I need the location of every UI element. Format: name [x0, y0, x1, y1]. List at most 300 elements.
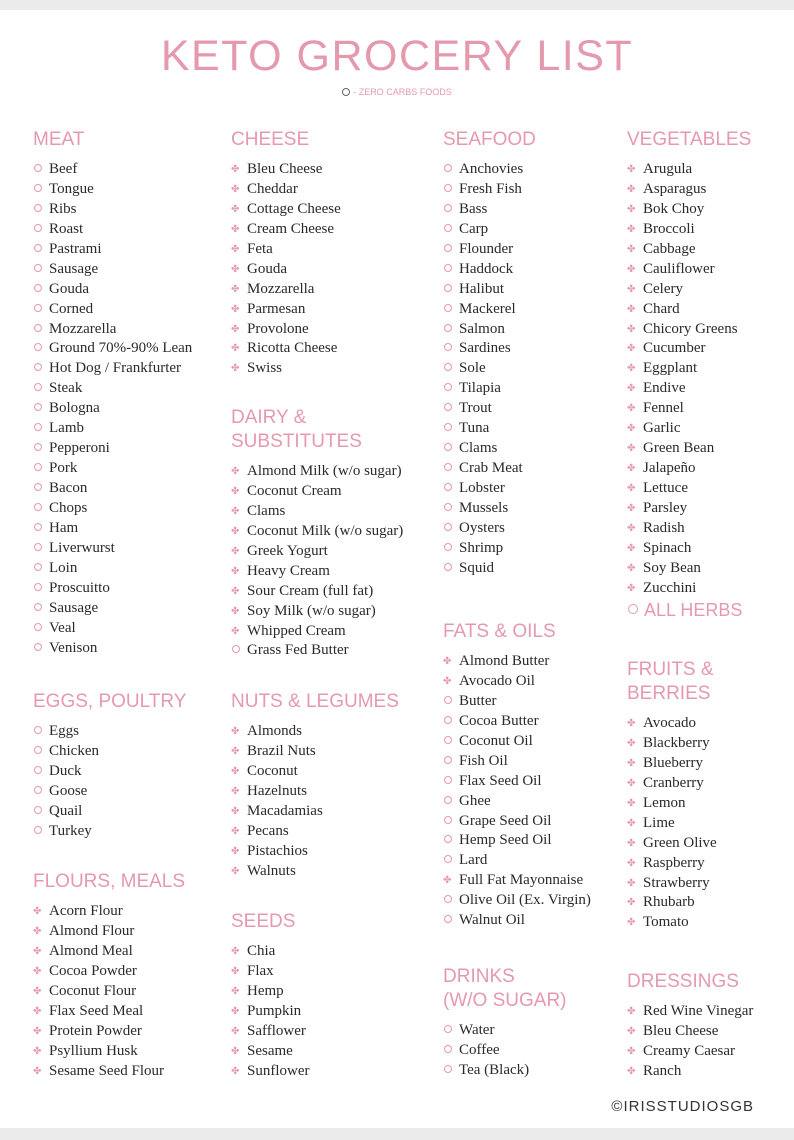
bullet-star-icon: ✤ — [627, 463, 636, 475]
bullet-star-icon: ✤ — [627, 164, 636, 175]
section-vegetables — [627, 128, 751, 621]
zero-carb-circle-icon — [443, 519, 459, 539]
list-item — [443, 459, 536, 479]
item-label: Tomato — [643, 914, 689, 931]
item-label: Endive — [643, 380, 686, 397]
bullet-star-icon: ✤ — [231, 243, 240, 255]
list-item — [627, 1002, 753, 1022]
item-label: Pistachios — [247, 842, 308, 859]
list-item — [231, 582, 403, 602]
list-item — [231, 722, 399, 742]
bullet-star-icon: ✤ — [231, 485, 240, 497]
zero-carb-circle-icon — [443, 419, 459, 439]
bullet-star-icon: ✤ — [231, 545, 240, 557]
bullet-star-icon: ✤ — [627, 483, 636, 494]
item-label: Trout — [459, 400, 492, 417]
bullet-star-icon: ✤ — [231, 765, 240, 777]
item-label: Pork — [49, 460, 78, 477]
item-label: Chia — [247, 943, 276, 959]
list-item — [443, 831, 591, 851]
bullet-star-icon: ✤ — [627, 363, 636, 375]
item-label: Tilapia — [459, 380, 501, 397]
list-item — [231, 339, 341, 359]
bullet-star-icon: ✤ — [231, 164, 240, 175]
list-item — [33, 479, 192, 499]
zero-carb-circle-icon — [33, 180, 49, 200]
list-item — [627, 1062, 753, 1082]
bullet-star-icon: ✤ — [231, 223, 240, 235]
section-heading-line: DRESSINGS — [627, 971, 739, 992]
list-item — [231, 822, 399, 842]
item-label: Gouda — [247, 260, 287, 277]
list-item — [443, 672, 591, 692]
bullet-star-icon: ✤ — [231, 363, 240, 375]
bullet-star-icon: ✤ — [627, 582, 636, 594]
item-label: Halibut — [459, 280, 504, 297]
zero-carb-circle-icon — [33, 240, 49, 260]
list-item — [443, 280, 536, 300]
item-label: Lobster — [459, 480, 505, 496]
bullet-star-icon: ✤ — [627, 403, 636, 415]
item-label: Acorn Flour — [49, 903, 123, 919]
item-list — [443, 1021, 567, 1081]
section-seafood — [443, 128, 536, 579]
list-item — [443, 1021, 567, 1041]
list-item — [33, 160, 192, 180]
item-label: Grass Fed Butter — [247, 642, 349, 659]
zero-carb-circle-icon — [443, 300, 459, 320]
list-item — [627, 300, 751, 320]
list-item — [231, 300, 341, 320]
item-label: Almond Milk (w/o sugar) — [247, 463, 402, 479]
list-item — [443, 479, 536, 499]
item-label: Mozzarella — [49, 320, 117, 337]
item-label: Flax Seed Oil — [459, 772, 542, 789]
list-item — [627, 260, 751, 280]
list-item — [443, 180, 536, 200]
bullet-star-icon: ✤ — [231, 466, 240, 477]
item-label: Duck — [49, 762, 82, 779]
item-label: Mozzarella — [247, 280, 315, 297]
item-list — [231, 722, 399, 882]
section-heading — [231, 128, 341, 152]
bullet-star-icon: ✤ — [231, 565, 240, 577]
bullet-star-icon: ✤ — [627, 522, 636, 534]
item-label: Pumpkin — [247, 1002, 302, 1019]
bullet-star-icon: ✤ — [231, 785, 240, 797]
bullet-star-icon: ✤ — [33, 985, 42, 997]
bullet-star-icon: ✤ — [627, 502, 636, 514]
zero-carb-circle-icon — [443, 399, 459, 419]
zero-carb-circle-icon — [33, 499, 49, 519]
list-item — [33, 962, 185, 982]
item-label: Cauliflower — [643, 260, 715, 277]
item-label: Green Olive — [643, 834, 717, 851]
bullet-star-icon: ✤ — [231, 845, 240, 857]
bullet-star-icon: ✤ — [231, 805, 240, 817]
zero-carb-circle-icon — [443, 792, 459, 812]
item-label: Ghee — [459, 792, 491, 809]
item-label: Ground 70%-90% Lean — [49, 340, 193, 357]
list-item — [231, 622, 403, 642]
bullet-star-icon: ✤ — [231, 323, 240, 335]
zero-carb-circle-icon — [443, 439, 459, 459]
bullet-star-icon: ✤ — [231, 303, 240, 315]
item-label: Hemp — [247, 982, 284, 999]
bullet-star-icon: ✤ — [627, 423, 636, 435]
item-label: Pastrami — [49, 240, 102, 257]
bullet-star-icon: ✤ — [231, 946, 240, 957]
item-label: Squid — [459, 559, 495, 576]
bullet-star-icon: ✤ — [627, 917, 636, 929]
item-label: Provolone — [247, 320, 309, 337]
list-item — [33, 320, 192, 340]
bullet-star-icon: ✤ — [33, 1065, 42, 1077]
item-label: Avocado Oil — [459, 672, 535, 689]
zero-carb-circle-icon — [443, 812, 459, 832]
list-item — [231, 782, 399, 802]
zero-carb-circle-icon — [33, 459, 49, 479]
list-item — [33, 782, 186, 802]
list-item — [627, 419, 751, 439]
list-item — [33, 200, 192, 220]
zero-carb-circle-icon — [443, 499, 459, 519]
item-label: Walnuts — [247, 862, 296, 879]
item-label: Spinach — [643, 539, 692, 556]
list-item — [33, 1002, 185, 1022]
section-heading-line: CHEESE — [231, 129, 310, 150]
item-label: Bologna — [49, 400, 100, 417]
section-heading — [627, 970, 753, 994]
section-heading — [443, 620, 591, 644]
item-label: Whipped Cream — [247, 622, 346, 639]
item-label: Soy Bean — [643, 559, 701, 576]
list-item — [33, 922, 185, 942]
item-label: Chard — [643, 300, 680, 317]
item-list — [627, 160, 751, 599]
zero-carb-circle-icon — [443, 160, 459, 180]
zero-carb-circle-icon — [33, 762, 49, 782]
item-label: Soy Milk (w/o sugar) — [247, 602, 376, 619]
item-label: Sausage — [49, 260, 99, 277]
list-item — [443, 891, 591, 911]
list-item — [443, 792, 591, 812]
zero-carb-circle-icon — [33, 260, 49, 280]
list-item — [33, 619, 192, 639]
list-item — [231, 200, 341, 220]
section-heading — [627, 658, 717, 706]
list-item — [627, 834, 717, 854]
list-item — [231, 842, 399, 862]
bullet-star-icon: ✤ — [627, 797, 636, 809]
item-label: Zucchini — [643, 579, 697, 596]
bullet-star-icon: ✤ — [33, 945, 42, 957]
list-item — [33, 539, 192, 559]
item-label: Ricotta Cheese — [247, 340, 338, 357]
item-label: Steak — [49, 380, 83, 397]
item-label: Almonds — [247, 723, 303, 739]
bullet-star-icon: ✤ — [627, 817, 636, 829]
list-item — [627, 579, 751, 599]
list-item — [33, 902, 185, 922]
bullet-star-icon: ✤ — [627, 1025, 636, 1037]
item-label: Greek Yogurt — [247, 542, 328, 559]
item-label: Parsley — [643, 499, 688, 516]
list-item — [231, 982, 310, 1002]
list-item — [443, 732, 591, 752]
item-list — [443, 160, 536, 579]
list-item — [231, 260, 341, 280]
list-item — [33, 419, 192, 439]
list-item — [627, 240, 751, 260]
item-label: Coconut — [247, 762, 298, 779]
item-label: Protein Powder — [49, 1022, 142, 1039]
item-label: Mussels — [459, 499, 509, 516]
zero-carb-circle-icon — [443, 1021, 459, 1041]
list-item — [33, 499, 192, 519]
section-heading-line: DRINKS — [443, 966, 515, 987]
section-heading-line: FATS & OILS — [443, 621, 556, 642]
item-label: Flounder — [459, 240, 514, 257]
zero-carb-circle-icon — [33, 419, 49, 439]
item-label: Ranch — [643, 1062, 682, 1079]
zero-carb-circle-icon — [443, 772, 459, 792]
list-item — [627, 774, 717, 794]
bullet-star-icon: ✤ — [231, 1065, 240, 1077]
bullet-star-icon: ✤ — [627, 718, 636, 729]
item-label: Quail — [49, 802, 83, 819]
item-label: Feta — [247, 240, 273, 257]
zero-carb-circle-icon — [33, 200, 49, 220]
bullet-star-icon: ✤ — [33, 925, 42, 937]
list-item — [231, 562, 403, 582]
list-item — [627, 734, 717, 754]
list-item — [33, 762, 186, 782]
item-label: Hot Dog / Frankfurter — [49, 360, 182, 377]
section-heading-line: DAIRY & — [231, 407, 307, 428]
list-item — [231, 320, 341, 340]
item-label: Beef — [49, 161, 78, 177]
section-heading-line: BERRIES — [627, 683, 711, 704]
section-heading-line: NUTS & LEGUMES — [231, 691, 399, 712]
section-heading — [231, 690, 399, 714]
zero-carb-circle-icon — [33, 300, 49, 320]
item-label: Coconut Milk (w/o sugar) — [247, 522, 404, 539]
item-label: Cocoa Powder — [49, 962, 137, 979]
list-item — [443, 320, 536, 340]
list-item — [231, 862, 399, 882]
item-label: Venison — [49, 639, 98, 656]
bullet-star-icon: ✤ — [627, 1006, 636, 1017]
bullet-star-icon: ✤ — [627, 443, 636, 455]
item-list — [443, 652, 591, 931]
section-fruits — [627, 658, 717, 933]
bullet-star-icon: ✤ — [231, 203, 240, 215]
item-label: Lemon — [643, 794, 686, 811]
bullet-star-icon: ✤ — [33, 1045, 42, 1057]
bullet-star-icon: ✤ — [627, 857, 636, 869]
list-item — [443, 539, 536, 559]
list-item — [443, 1061, 567, 1081]
item-label: Tuna — [459, 420, 490, 437]
item-list — [33, 722, 186, 842]
list-item — [443, 240, 536, 260]
list-item — [33, 822, 186, 842]
bullet-star-icon: ✤ — [443, 656, 452, 667]
item-label: Chicken — [49, 742, 99, 759]
list-item — [33, 300, 192, 320]
bullet-star-icon: ✤ — [627, 562, 636, 574]
section-meat — [33, 128, 192, 658]
item-label: Gouda — [49, 280, 89, 297]
item-label: Hemp Seed Oil — [459, 832, 552, 849]
grocery-list-sheet — [0, 10, 794, 1128]
zero-carb-circle-icon — [33, 339, 49, 359]
bullet-star-icon: ✤ — [443, 675, 452, 687]
item-list — [231, 160, 341, 379]
item-label: Tongue — [49, 180, 94, 197]
item-label: Chops — [49, 499, 88, 516]
bullet-star-icon: ✤ — [627, 183, 636, 195]
list-item — [33, 260, 192, 280]
item-label: Sesame — [247, 1042, 293, 1059]
list-item — [443, 499, 536, 519]
list-item — [443, 871, 591, 891]
list-item — [231, 1042, 310, 1062]
item-list — [231, 462, 403, 661]
item-label: Sesame Seed Flour — [49, 1062, 164, 1079]
section-heading — [33, 690, 186, 714]
bullet-star-icon: ✤ — [627, 542, 636, 554]
item-label: Safflower — [247, 1022, 306, 1039]
item-label: Fish Oil — [459, 752, 508, 769]
list-item — [627, 539, 751, 559]
list-item — [627, 379, 751, 399]
zero-carb-circle-icon — [443, 559, 459, 579]
zero-carb-circle-icon — [33, 742, 49, 762]
bullet-star-icon: ✤ — [231, 525, 240, 537]
copyright-footer: ©IRISSTUDIOSGB — [611, 1098, 754, 1115]
item-label: Cucumber — [643, 340, 706, 357]
section-heading-line: VEGETABLES — [627, 129, 752, 150]
list-item — [33, 339, 192, 359]
item-label: Tea (Black) — [459, 1061, 530, 1078]
item-label: Pepperoni — [49, 440, 110, 457]
list-item — [627, 519, 751, 539]
list-item — [443, 200, 536, 220]
bullet-star-icon: ✤ — [627, 223, 636, 235]
zero-carb-circle-icon — [33, 722, 49, 742]
item-label: Arugula — [643, 161, 693, 177]
zero-carb-circle-icon — [443, 240, 459, 260]
bullet-star-icon: ✤ — [627, 303, 636, 315]
list-item — [33, 722, 186, 742]
zero-carb-circle-icon — [443, 732, 459, 752]
bullet-star-icon: ✤ — [627, 383, 636, 395]
list-item — [33, 240, 192, 260]
item-label: Salmon — [459, 320, 505, 337]
list-item — [627, 559, 751, 579]
item-label: Creamy Caesar — [643, 1042, 736, 1059]
item-label: Coconut Cream — [247, 482, 342, 499]
zero-carb-circle-icon — [628, 604, 638, 614]
zero-carb-circle-icon — [33, 439, 49, 459]
bullet-star-icon: ✤ — [231, 283, 240, 295]
zero-carb-circle-icon — [443, 692, 459, 712]
item-label: Oysters — [459, 519, 505, 536]
list-item — [443, 379, 536, 399]
bullet-star-icon: ✤ — [231, 726, 240, 737]
item-label: Flax Seed Meal — [49, 1002, 144, 1019]
item-label: Goose — [49, 782, 88, 799]
bullet-star-icon: ✤ — [443, 875, 452, 887]
item-label: Ribs — [49, 200, 77, 217]
list-item — [627, 339, 751, 359]
item-label: Brazil Nuts — [247, 742, 316, 759]
item-label: Parmesan — [247, 300, 306, 317]
zero-carb-circle-icon — [33, 519, 49, 539]
item-label: Proscuitto — [49, 579, 110, 596]
section-heading — [627, 128, 751, 152]
zero-carb-circle-icon — [443, 479, 459, 499]
section-heading-line: MEAT — [33, 129, 85, 150]
item-label: Cabbage — [643, 240, 696, 257]
list-item — [627, 200, 751, 220]
bullet-star-icon: ✤ — [627, 1045, 636, 1057]
bullet-star-icon: ✤ — [33, 1005, 42, 1017]
item-label: Walnut Oil — [459, 912, 525, 929]
zero-carb-circle-icon — [443, 260, 459, 280]
list-item — [627, 913, 717, 933]
list-item — [231, 762, 399, 782]
bullet-star-icon: ✤ — [231, 263, 240, 275]
section-heading-line: FLOURS, MEALS — [33, 871, 186, 892]
bullet-star-icon: ✤ — [33, 965, 42, 977]
list-item — [33, 180, 192, 200]
item-label: Cranberry — [643, 774, 704, 791]
section-heading-line: SEEDS — [231, 911, 296, 932]
list-item — [443, 1041, 567, 1061]
list-item — [33, 359, 192, 379]
item-label: Strawberry — [643, 874, 710, 891]
list-item — [443, 911, 591, 931]
bullet-star-icon: ✤ — [627, 837, 636, 849]
list-item — [231, 641, 403, 661]
zero-carb-circle-icon — [33, 802, 49, 822]
zero-carb-circle-icon — [33, 359, 49, 379]
list-item — [443, 772, 591, 792]
item-label: Full Fat Mayonnaise — [459, 872, 584, 889]
section-heading-line: (W/O SUGAR) — [443, 990, 567, 1011]
list-item — [627, 814, 717, 834]
bullet-star-icon: ✤ — [627, 757, 636, 769]
zero-carb-circle-icon — [443, 379, 459, 399]
item-label: Hazelnuts — [247, 782, 307, 799]
list-item — [443, 359, 536, 379]
list-item — [627, 754, 717, 774]
item-label: Bok Choy — [643, 200, 705, 217]
item-list — [627, 1002, 753, 1082]
item-label: Bleu Cheese — [247, 161, 323, 177]
list-item — [627, 714, 717, 734]
item-list — [33, 902, 185, 1081]
list-item — [443, 339, 536, 359]
list-item — [627, 160, 751, 180]
list-item — [231, 240, 341, 260]
list-item — [231, 462, 403, 482]
list-item — [231, 160, 341, 180]
item-label: Swiss — [247, 360, 283, 377]
